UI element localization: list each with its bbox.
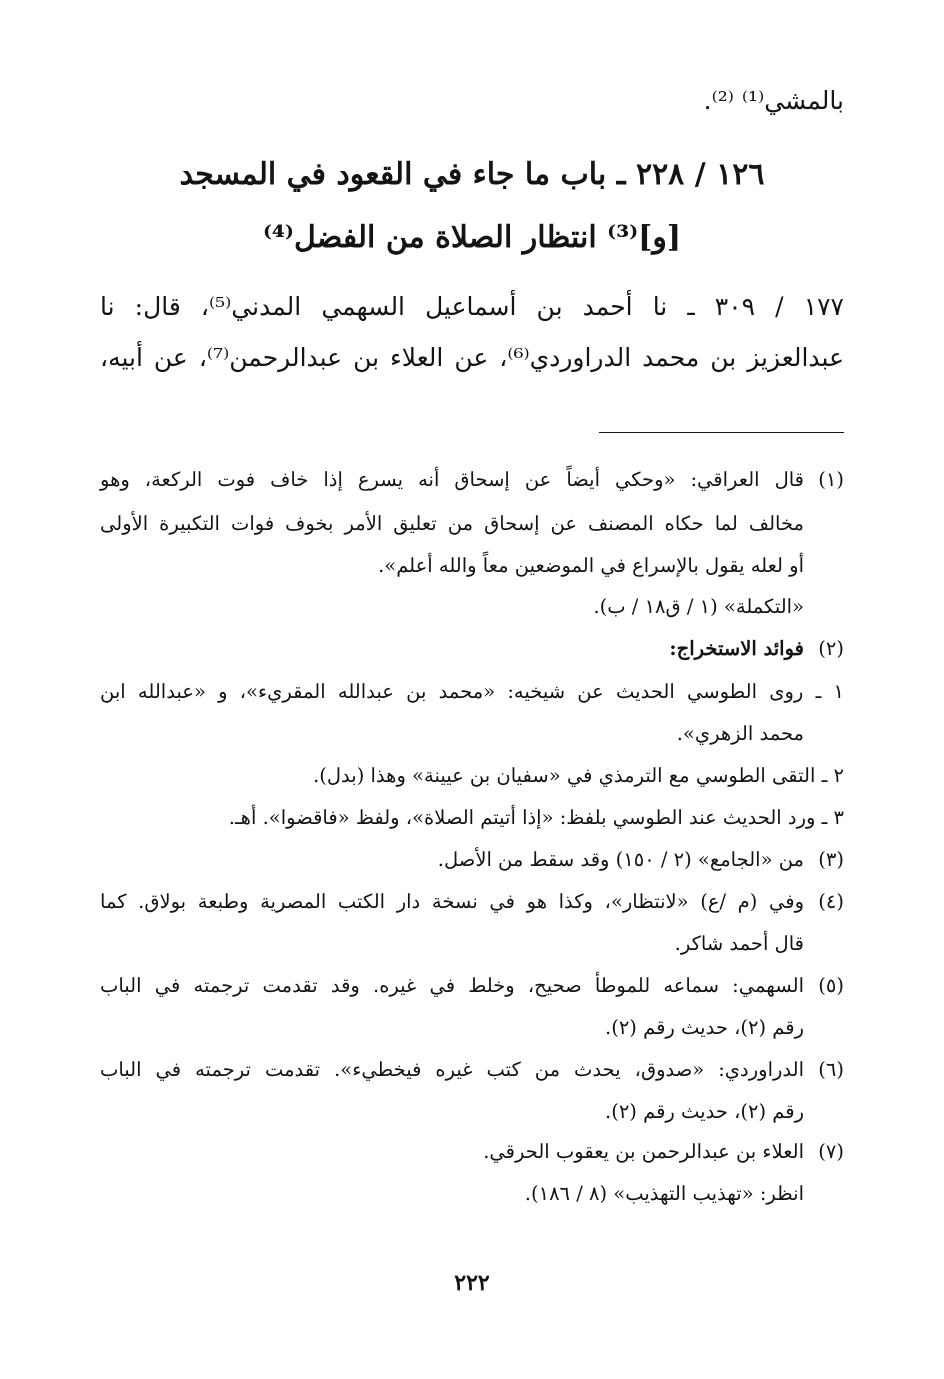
- footnote-7-number: (٧): [818, 1140, 844, 1163]
- footnote-1-line4: «التكملة» (١ / ق١٨ / ب).: [593, 595, 804, 618]
- footnote-4-line1: وفي (م /ع) «لانتظار»، وكذا هو في نسخة دار الكتب المصرية وطبعة بولاق. كما: [100, 890, 804, 913]
- footnote-separator: [599, 432, 844, 433]
- footnote-1-line3: أو لعله يقول بالإسراع في الموضعين معاً والله أعلم».: [378, 554, 804, 577]
- footnote-2-number: (٢): [818, 637, 844, 660]
- footnote-1-line2: مخالف لما حكاه المصنف عن إسحاق من تعليق الأمر بخوف فوات التكبيرة الأولى: [100, 512, 804, 535]
- footnote-2-item1-line1: ١ ـ روى الطوسي الحديث عن شيخيه: «محمد بن عبدالله المقريء»، و «عبدالله ابن: [100, 680, 844, 703]
- footnote-6-line1: الدراوردي: «صدوق، يحدث من كتب غيره فيخطيء». تقدمت ترجمته في الباب: [100, 1058, 804, 1081]
- footnote-2-item2: ٢ ـ التقى الطوسي مع الترمذي في «سفيان بن عيينة» وهذا (بدل).: [313, 764, 844, 787]
- footnote-5-line2: رقم (٢)، حديث رقم (٢).: [605, 1016, 804, 1039]
- footnote-3-number: (٣): [818, 848, 844, 871]
- footnote-1-line1: قال العراقي: «وحكي أيضاً عن إسحاق أنه يسرع إذا خاف فوت الركعة، وهو: [100, 468, 804, 491]
- chapter-heading-line1: ١٢٦ / ٢٢٨ ـ باب ما جاء في القعود في المسجد: [179, 157, 765, 192]
- footnote-4-number: (٤): [818, 890, 844, 913]
- continuation-text: بالمشي⁽¹⁾ ⁽²⁾.: [703, 86, 844, 115]
- footnote-number: (١): [818, 468, 844, 491]
- hadith-line2: عبدالعزيز بن محمد الدراوردي⁽⁶⁾، عن العلاء بن عبدالرحمن⁽⁷⁾، عن أبيه،: [100, 343, 844, 372]
- footnote-4-line2: قال أحمد شاكر.: [674, 932, 804, 955]
- chapter-heading-line2: [و]⁽³⁾ انتظار الصلاة من الفضل⁽⁴⁾: [262, 220, 682, 255]
- footnote-2-item1-line2: محمد الزهري».: [676, 722, 804, 745]
- footnote-7-line1: العلاء بن عبدالرحمن بن يعقوب الحرقي.: [483, 1140, 804, 1163]
- footnote-3-text: من «الجامع» (٢ / ١٥٠) وقد سقط من الأصل.: [437, 848, 804, 871]
- page-number: ٢٢٢: [454, 1270, 490, 1296]
- footnote-7-line2: انظر: «تهذيب التهذيب» (٨ / ١٨٦).: [524, 1182, 804, 1205]
- footnote-5-line1: السهمي: سماعه للموطأ صحيح، وخلط في غيره. وقد تقدمت ترجمته في الباب: [100, 974, 804, 997]
- footnote-6-line2: رقم (٢)، حديث رقم (٢).: [605, 1100, 804, 1123]
- footnote-5-number: (٥): [818, 974, 844, 997]
- footnote-2-title: فوائد الاستخراج:: [669, 637, 804, 660]
- footnote-2-item3: ٣ ـ ورد الحديث عند الطوسي بلفظ: «إذا أتيتم الصلاة»، ولفظ «فاقضوا». أهـ.: [228, 806, 844, 829]
- hadith-line1: ١٧٧ / ٣٠٩ ـ نا أحمد بن أسماعيل السهمي المدني⁽⁵⁾، قال: نا: [100, 292, 844, 321]
- footnote-6-number: (٦): [818, 1058, 844, 1081]
